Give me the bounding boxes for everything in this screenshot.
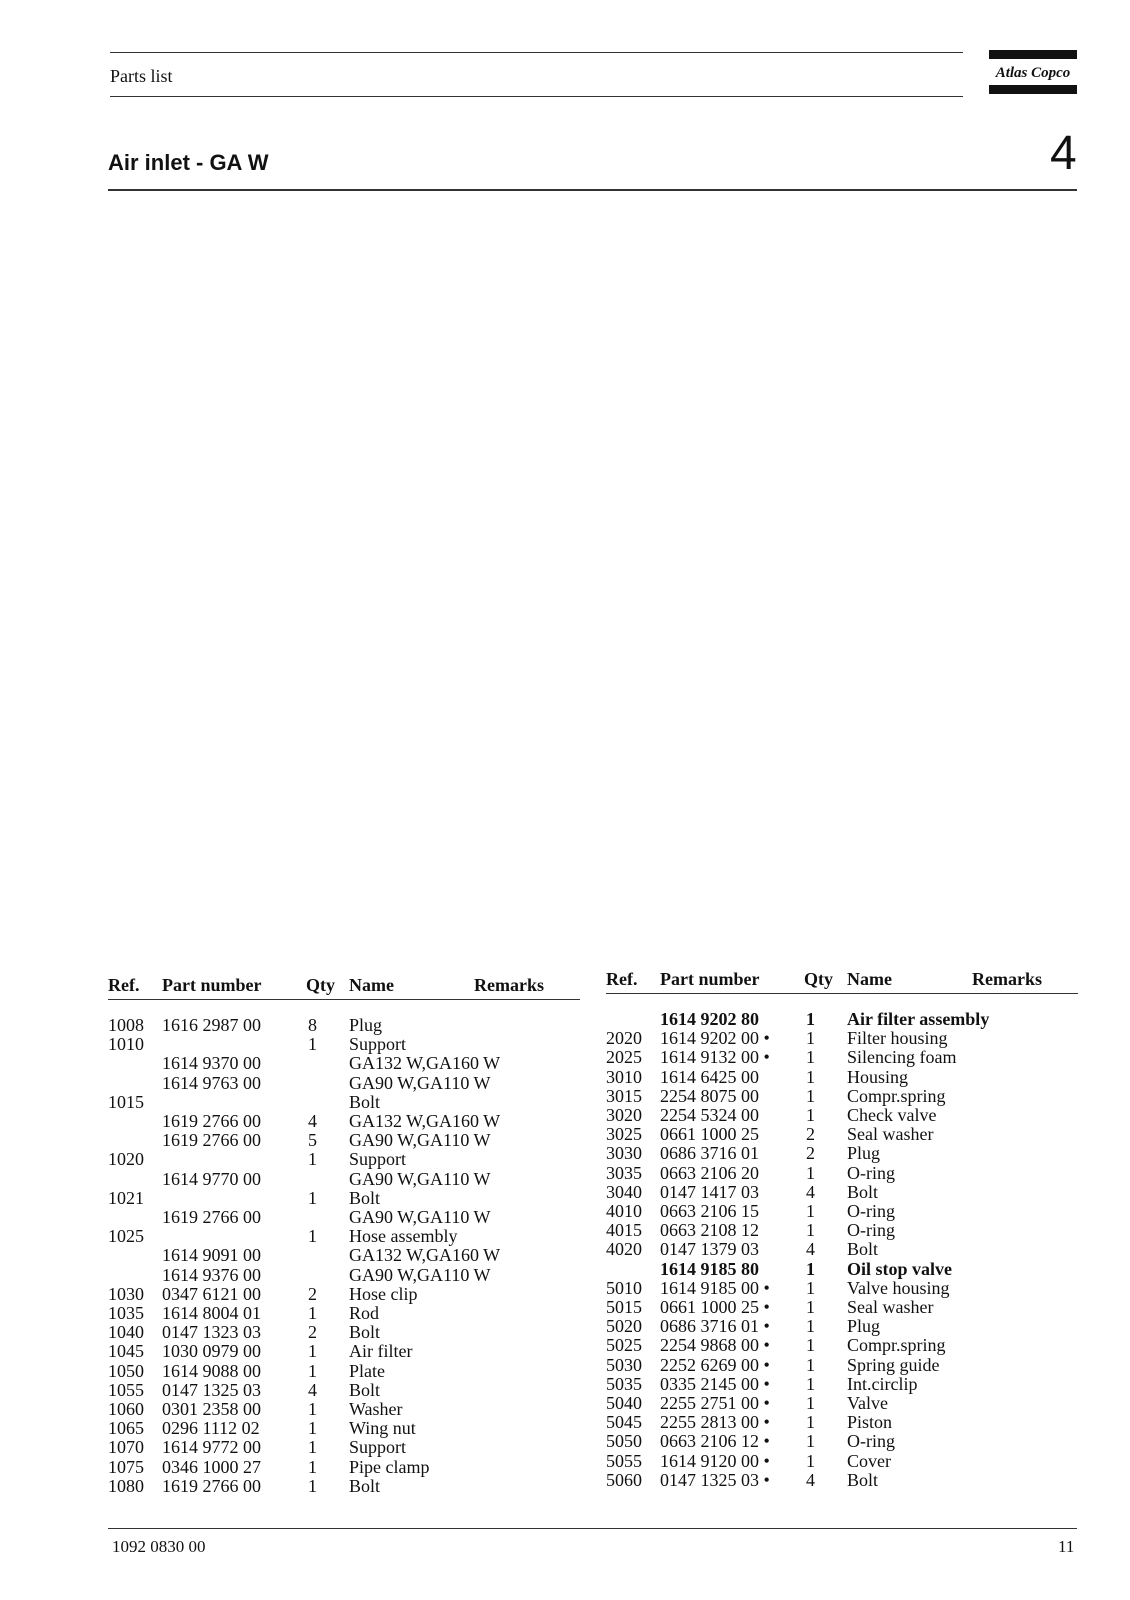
row-qty: 1 [806,1220,815,1241]
row-qty: 4 [806,1181,815,1202]
row-part-number: 0301 2358 00 [162,1399,261,1419]
row-part-number: 0663 2106 12 • [660,1431,770,1452]
row-name: Wing nut [349,1418,416,1439]
row-ref: 3030 [606,1143,642,1164]
row-qty: 1 [308,1437,317,1458]
col-header-ref: Ref. [606,969,638,989]
row-part-number: 0661 1000 25 • [660,1297,770,1317]
col-header-remarks: Remarks [474,975,544,995]
row-part-number: 0661 1000 25 [660,1124,759,1145]
row-name: Bolt [349,1475,381,1496]
row-part-number: 0335 2145 00 • [660,1373,770,1394]
row-name: Bolt [349,1187,381,1208]
row-ref: 3015 [606,1085,642,1106]
row-ref: 1075 [108,1456,144,1477]
row-ref: 1015 [108,1091,144,1112]
row-qty: 5 [308,1130,317,1151]
row-part-number: 0686 3716 01 • [660,1316,770,1337]
row-ref: 5030 [606,1354,642,1375]
row-part-number: 1614 8004 01 [162,1303,261,1323]
row-ref: 1055 [108,1379,144,1400]
row-qty: 1 [806,1066,815,1087]
header-bottom-rule [110,96,963,97]
row-part-number: 0147 1323 03 [162,1322,261,1343]
row-part-number: 1614 9120 00 • [660,1450,770,1471]
row-qty: 1 [806,1201,815,1221]
row-name: Hose assembly [349,1226,458,1247]
row-qty: 1 [308,1475,317,1496]
row-qty: 1 [806,1047,815,1068]
row-part-number: 1614 9088 00 [162,1360,261,1381]
row-qty: 1 [308,1341,317,1362]
row-part-number: 1619 2766 00 [162,1130,261,1151]
row-name: Silencing foam [847,1047,957,1068]
row-ref: 1080 [108,1475,144,1496]
row-ref: 4020 [606,1239,642,1260]
row-part-number: 0147 1325 03 [162,1379,261,1400]
row-name: GA90 W,GA110 W [349,1072,491,1093]
row-ref: 2025 [606,1047,642,1068]
row-qty: 1 [806,1431,815,1452]
row-qty: 1 [806,1335,815,1356]
row-part-number: 1030 0979 00 [162,1341,261,1362]
row-part-number: 1614 9202 80 [660,1009,759,1029]
title-rule [108,189,1077,191]
row-name: Housing [847,1066,909,1087]
row-ref: 3040 [606,1181,642,1202]
row-ref: 5025 [606,1335,642,1356]
row-ref: 1010 [108,1034,144,1055]
row-ref: 4015 [606,1220,642,1241]
row-qty: 2 [308,1322,317,1343]
row-part-number: 0147 1379 03 [660,1239,759,1260]
row-qty: 1 [308,1360,317,1381]
row-name: Support [349,1149,407,1170]
col-header-qty: Qty [306,975,335,995]
row-part-number: 2254 5324 00 [660,1105,759,1125]
row-name: Piston [847,1412,893,1433]
row-qty: 4 [308,1111,317,1131]
table-header-rule [108,999,580,1000]
row-part-number: 0347 6121 00 [162,1283,261,1304]
row-ref: 1021 [108,1187,144,1208]
col-header-part-number: Part number [660,969,760,989]
footer-rule [108,1528,1077,1529]
row-qty: 1 [806,1297,815,1317]
row-name: O-ring [847,1162,895,1183]
row-part-number: 1614 9763 00 [162,1072,261,1093]
row-part-number: 2254 8075 00 [660,1085,759,1106]
row-name: GA90 W,GA110 W [349,1168,491,1189]
row-qty: 1 [308,1034,317,1055]
row-name: Valve housing [847,1277,950,1298]
row-qty: 2 [308,1283,317,1304]
chapter-title: Air inlet - GA W [108,150,269,175]
row-part-number: 2252 6269 00 • [660,1354,770,1375]
row-name: Support [349,1437,407,1458]
row-ref: 1040 [108,1322,144,1343]
row-qty: 1 [806,1105,815,1125]
row-name: O-ring [847,1220,895,1241]
row-name: Bolt [349,1379,381,1400]
row-part-number: 0147 1325 03 • [660,1469,770,1490]
row-part-number: 2254 9868 00 • [660,1335,770,1356]
row-part-number: 0663 2106 15 [660,1201,759,1221]
row-part-number: 1614 9132 00 • [660,1047,770,1068]
row-ref: 5020 [606,1316,642,1337]
row-name: Rod [349,1303,380,1323]
row-part-number: 0663 2108 12 [660,1220,759,1241]
row-ref: 1030 [108,1283,144,1304]
row-part-number: 0296 1112 02 [162,1418,260,1439]
col-header-qty: Qty [804,969,833,989]
row-name: GA90 W,GA110 W [349,1264,491,1285]
row-part-number: 1614 9770 00 [162,1168,261,1189]
row-name: Bolt [847,1239,879,1260]
row-qty: 1 [308,1456,317,1477]
row-name: Int.circlip [847,1373,918,1394]
row-ref: 1035 [108,1303,144,1323]
row-part-number: 1614 9376 00 [162,1264,261,1285]
row-qty: 1 [806,1354,815,1375]
row-name: Bolt [847,1181,879,1202]
row-ref: 1065 [108,1418,144,1439]
row-name: Bolt [349,1091,381,1112]
row-name: Bolt [349,1322,381,1343]
row-qty: 1 [806,1009,815,1029]
row-name: Plate [349,1360,385,1381]
row-name: Seal washer [847,1297,934,1317]
row-qty: 1 [308,1149,317,1170]
row-name: Seal washer [847,1124,934,1145]
row-name: Check valve [847,1105,937,1125]
row-name: O-ring [847,1431,895,1452]
row-part-number: 1614 9772 00 [162,1437,261,1458]
section-label: Parts list [110,66,173,86]
row-name: Air filter [349,1341,413,1362]
document-number: 1092 0830 00 [112,1537,206,1556]
row-qty: 4 [308,1379,317,1400]
col-header-name: Name [847,969,892,989]
row-qty: 1 [308,1399,317,1419]
row-ref: 3010 [606,1066,642,1087]
row-qty: 4 [806,1239,815,1260]
table-header-rule [606,993,1078,994]
row-name: Spring guide [847,1354,940,1375]
row-name: Valve [847,1393,888,1413]
row-qty: 1 [308,1303,317,1323]
row-ref: 1045 [108,1341,144,1362]
page-number: 11 [1058,1537,1075,1556]
row-name: Bolt [847,1469,879,1490]
row-qty: 1 [806,1162,815,1183]
row-ref: 5050 [606,1431,642,1452]
row-name: O-ring [847,1201,895,1221]
row-qty: 4 [806,1469,815,1490]
row-part-number: 1614 9202 00 • [660,1028,770,1049]
row-name: GA90 W,GA110 W [349,1207,491,1227]
row-part-number: 1616 2987 00 [162,1015,261,1035]
row-qty: 2 [806,1143,815,1164]
row-part-number: 0663 2106 20 [660,1162,759,1183]
row-ref: 3035 [606,1162,642,1183]
row-name: GA132 W,GA160 W [349,1053,501,1074]
row-qty: 1 [806,1412,815,1433]
row-part-number: 1614 9370 00 [162,1053,261,1074]
row-ref: 1050 [108,1360,144,1381]
row-name: Support [349,1034,407,1055]
row-qty: 1 [806,1085,815,1106]
row-part-number: 0686 3716 01 [660,1143,759,1164]
row-qty: 1 [806,1028,815,1049]
row-ref: 5060 [606,1469,642,1490]
row-qty: 1 [308,1418,317,1439]
row-name: Plug [847,1316,881,1337]
row-name: Pipe clamp [349,1456,430,1477]
row-qty: 1 [806,1393,815,1413]
row-part-number: 1614 9185 80 [660,1258,759,1279]
header-top-rule [110,52,963,53]
col-header-remarks: Remarks [972,969,1042,989]
row-part-number: 1614 6425 00 [660,1066,759,1087]
row-part-number: 1619 2766 00 [162,1207,261,1227]
row-qty: 1 [806,1316,815,1337]
row-ref: 1008 [108,1015,144,1035]
row-qty: 1 [308,1226,317,1247]
row-ref: 1025 [108,1226,144,1247]
row-qty: 8 [308,1015,317,1035]
row-ref: 1060 [108,1399,144,1419]
row-ref: 5055 [606,1450,642,1471]
col-header-ref: Ref. [108,975,140,995]
atlas-copco-logo [989,50,1077,94]
row-ref: 5035 [606,1373,642,1394]
row-name: Washer [349,1399,403,1419]
row-part-number: 1619 2766 00 [162,1475,261,1496]
row-qty: 1 [806,1258,815,1279]
row-ref: 5015 [606,1297,642,1317]
row-qty: 1 [806,1373,815,1394]
row-ref: 5045 [606,1412,642,1433]
row-name: Compr.spring [847,1085,946,1106]
row-name: Cover [847,1450,891,1471]
row-name: Compr.spring [847,1335,946,1356]
row-part-number: 0147 1417 03 [660,1181,759,1202]
row-name: Oil stop valve [847,1258,953,1279]
col-header-part-number: Part number [162,975,262,995]
row-ref: 4010 [606,1201,642,1221]
row-name: Hose clip [349,1283,418,1304]
row-ref: 1020 [108,1149,144,1170]
row-qty: 1 [308,1187,317,1208]
row-name: GA132 W,GA160 W [349,1111,501,1131]
row-ref: 1070 [108,1437,144,1458]
row-part-number: 2255 2813 00 • [660,1412,770,1433]
row-qty: 2 [806,1124,815,1145]
row-part-number: 1614 9185 00 • [660,1277,770,1298]
row-ref: 5040 [606,1393,642,1413]
row-part-number: 1619 2766 00 [162,1111,261,1131]
row-qty: 1 [806,1450,815,1471]
row-ref: 5010 [606,1277,642,1298]
row-ref: 3020 [606,1105,642,1125]
row-ref: 2020 [606,1028,642,1049]
row-ref: 3025 [606,1124,642,1145]
col-header-name: Name [349,975,394,995]
logo-wordmark: Atlas Copco [995,65,1071,81]
row-name: Air filter assembly [847,1009,990,1029]
row-name: GA132 W,GA160 W [349,1245,501,1266]
row-name: GA90 W,GA110 W [349,1130,491,1151]
row-name: Plug [349,1015,383,1035]
row-part-number: 0346 1000 27 [162,1456,261,1477]
row-name: Plug [847,1143,881,1164]
row-qty: 1 [806,1277,815,1298]
chapter-number: 4 [1050,127,1077,180]
row-part-number: 2255 2751 00 • [660,1393,770,1413]
row-name: Filter housing [847,1028,948,1049]
row-part-number: 1614 9091 00 [162,1245,261,1266]
